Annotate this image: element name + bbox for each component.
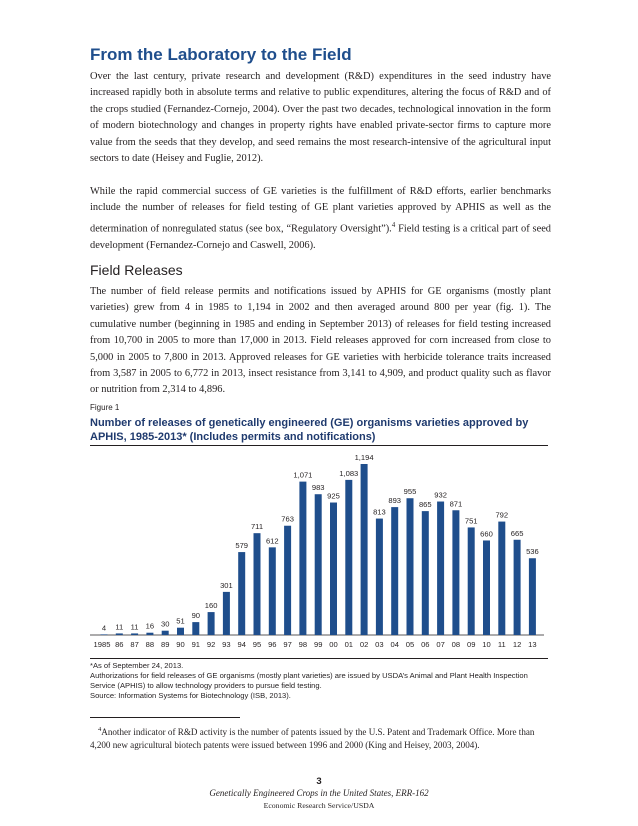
footnote-rule [90,717,240,718]
data-label-91: 90 [191,611,201,621]
bar-09 [468,527,475,635]
footnote-marker: 4 [391,220,396,229]
x-tick-label-93: 93 [222,640,231,649]
bar-87 [131,633,138,635]
bar-chart [90,440,548,655]
figure-note-date: *As of September 24, 2013. [90,661,184,670]
x-tick-label-05: 05 [405,640,415,649]
bar-89 [162,631,169,635]
x-tick-label-02: 02 [359,640,369,649]
x-tick-label-09: 09 [466,640,476,649]
data-label-07: 932 [434,490,447,500]
paragraph-benchmarks-text: While the rapid commercial success of GE varieties is the fulfillment of R&D efforts, earlier benchmarks include the number of releases for field testing of GE plant varieties approved by APHIS as well as the determination of nonregulated status (see box, “Regulatory Oversight”). [90,186,551,235]
x-tick-label-1985: 1985 [93,640,111,649]
figure-title: Number of releases of genetically engineered (GE) organisms varieties approved by APHIS, 1985-2013* (Includes permits and notifications) [90,417,529,443]
x-tick-label-13: 13 [528,640,537,649]
bar-08 [452,510,459,635]
bar-98 [299,482,306,635]
bar-94 [238,552,245,635]
page-number: 3 [316,776,322,787]
figure-bottom-rule [90,658,548,659]
x-tick-label-06: 06 [421,640,430,649]
bar-05 [407,498,414,635]
paragraph-rd-history: Over the last century, private research and development (R&D) expenditures in the seed industry have increased rapidly both in absolute terms and relative to public expenditures, altering the focus of R&D and of the crops studied (Fernandez-Cornejo, 2004). Over the past two decades, technological innovation in the form of modern biotechnology and changes in property rights have enabled private-sector firms to capture more value from the seeds that they develop, and seed remains the most research-intensive of the agricultural input sectors to date (Heisey and Fuglie, 2012). [90,71,551,165]
paragraph-benchmarks [90,184,551,254]
data-label-99: 983 [311,483,325,493]
section-heading: From the Laboratory to the Field [90,45,352,64]
bar-04 [391,507,398,635]
bar-1985 [101,634,108,635]
data-label-89: 30 [160,619,170,629]
data-label-09: 751 [464,516,478,526]
x-tick-label-87: 87 [130,640,139,649]
data-label-06: 865 [418,500,432,510]
paragraph-benchmarks-tail: Field testing is a critical part of seed development (Fernandez-Cornejo and Caswell, 2006). [90,223,552,251]
x-tick-label-89: 89 [160,640,170,649]
figure-label: Figure 1 [90,403,120,412]
bar-13 [529,558,536,635]
data-label-95: 711 [250,522,264,532]
data-label-08: 871 [449,499,463,509]
x-tick-label-03: 03 [375,640,384,649]
x-tick-label-11: 11 [497,640,506,649]
footnote-text: Another indicator of R&D activity is the number of patents issued by the U.S. Patent and Trademark Office. More than 4,200 new agricultural biotech patents were issued between 1996 and 2000 (King and Heisey, 2003, 2004). [90,727,535,750]
data-label-98: 1,071 [293,470,313,480]
x-tick-label-96: 96 [268,640,277,649]
footnote-number: 4 [98,726,102,733]
data-label-10: 660 [480,529,493,539]
data-label-86: 11 [115,622,124,632]
x-tick-label-98: 98 [298,640,308,649]
bar-86 [116,633,123,635]
x-tick-label-94: 94 [237,640,246,649]
bar-11 [498,522,505,635]
bar-91 [192,622,199,635]
data-label-90: 51 [176,616,185,626]
x-tick-label-01: 01 [344,640,354,649]
bar-92 [208,612,215,635]
bar-06 [422,511,429,635]
data-label-87: 11 [130,622,139,632]
bar-10 [483,540,490,635]
x-tick-label-86: 86 [115,640,124,649]
x-tick-label-10: 10 [482,640,491,649]
bar-99 [315,494,322,635]
x-tick-label-88: 88 [145,640,155,649]
data-label-11: 792 [495,510,509,520]
bar-88 [146,633,153,635]
data-label-93: 301 [220,580,233,590]
bar-96 [269,547,276,635]
x-tick-label-00: 00 [329,640,338,649]
bar-02 [361,464,368,635]
data-label-01: 1,083 [339,468,359,478]
bar-03 [376,519,383,635]
data-label-13: 536 [526,547,539,557]
figure-source: Source: Information Systems for Biotechnology (ISB, 2013). [90,691,291,700]
data-label-02: 1,194 [354,453,374,462]
data-label-12: 665 [510,528,524,538]
data-label-94: 579 [235,541,249,551]
bar-00 [330,503,337,635]
running-title: Genetically Engineered Crops in the United States, ERR-162 [209,788,429,798]
data-label-03: 813 [373,507,386,517]
footnote [90,724,550,751]
data-label-05: 955 [403,487,417,497]
agency-line: Economic Research Service/USDA [263,801,375,810]
x-tick-label-95: 95 [252,640,262,649]
x-tick-label-91: 91 [191,640,201,649]
bar-12 [514,540,521,635]
data-label-97: 763 [281,514,294,524]
data-label-1985: 4 [101,623,107,633]
x-tick-label-04: 04 [390,640,399,649]
x-tick-label-08: 08 [451,640,461,649]
data-label-96: 612 [265,536,279,546]
x-tick-label-92: 92 [206,640,216,649]
x-tick-label-07: 07 [436,640,445,649]
data-label-04: 893 [388,496,402,506]
data-label-88: 16 [145,621,155,631]
bar-01 [345,480,352,635]
bar-93 [223,592,230,635]
figure-note-authorizations: Authorizations for field releases of GE organisms (mostly plant varieties) are issued by USDA’s Animal and Plant Health Inspection Service (APHIS) to allow technology providers to pursue field testing. [90,671,528,690]
x-tick-label-12: 12 [512,640,522,649]
bar-90 [177,628,184,635]
data-label-00: 925 [327,491,340,501]
bar-95 [254,533,261,635]
bar-97 [284,526,291,635]
bar-07 [437,502,444,635]
paragraph-field-releases: The number of field release permits and notifications issued by APHIS for GE organisms (mostly plant varieties) grew from 4 in 1985 to 1,194 in 2002 and then averaged around 800 per year (fig. 1). The cumulative number (beginning in 1985 and ending in September 2013) of releases for field testing increased from 10,700 in 2005 to more than 17,000 in 2013. Field releases approved for corn increased from close to 5,000 in 2005 to 7,800 in 2013. Approved releases for GE varieties with herbicide tolerance traits increased from 3,587 in 2005 to 6,772 in 2013, insect resistance from 3,141 to 4,909, and product quality such as flavor or nutrition from 2,314 to 4,896. [90,286,551,396]
x-tick-label-99: 99 [313,640,323,649]
subheading-field-releases: Field Releases [90,262,183,278]
data-label-92: 160 [204,601,218,611]
x-tick-label-90: 90 [176,640,185,649]
x-tick-label-97: 97 [283,640,292,649]
